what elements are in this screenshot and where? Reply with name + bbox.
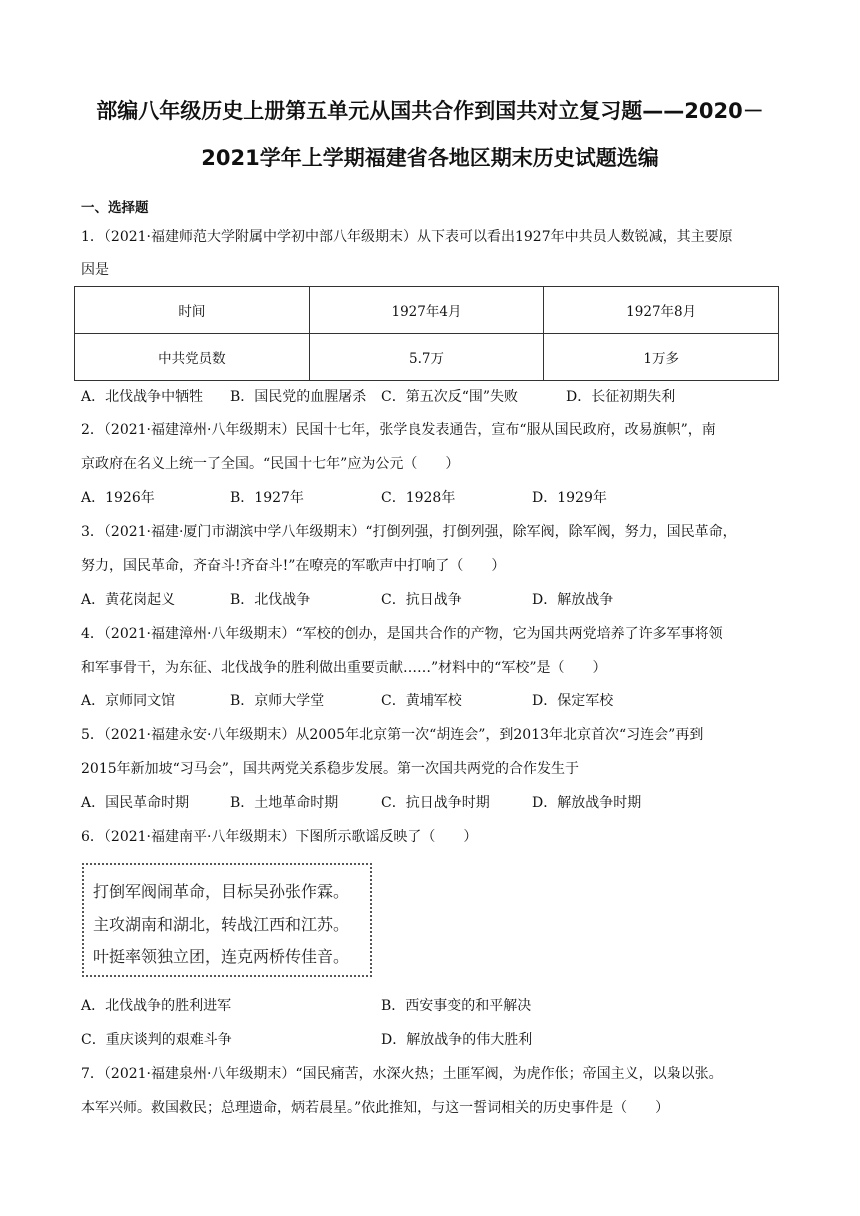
q4-stem-line-1: 4．（2021·福建漳州·八年级期末）“军校的创办，是国共合作的产物，它为国共两党培养了许多军事将领 (81, 626, 723, 642)
q1-option-b[interactable]: B．国民党的血腥屠杀 (230, 389, 367, 405)
q3-stem-line-2: 努力，国民革命，齐奋斗!齐奋斗!”在嘹亮的军歌声中打响了（ ） (81, 558, 506, 574)
q3-stem-line-1: 3．（2021·福建·厦门市湖滨中学八年级期末）“打倒列强，打倒列强，除军阀，除军阀，努力，国民革命， (81, 524, 737, 540)
q6-option-d[interactable]: D．解放战争的伟大胜利 (381, 1032, 533, 1048)
section-heading: 一、选择题 (81, 200, 149, 216)
song-line: 打倒军阀闹革命，目标吴孙张作霖。 (93, 882, 350, 901)
q1-option-c[interactable]: C．第五次反“围”失败 (381, 389, 519, 405)
q7-stem-line-2: 本军兴师。救国救民；总理遗命，炳若晨星。”依此推知，与这一誓词相关的历史事件是（ ） (81, 1100, 670, 1116)
q2-option-c[interactable]: C．1928年 (381, 490, 456, 506)
table-cell: 5.7万 (309, 334, 544, 381)
q2-stem-line-1: 2．（2021·福建漳州·八年级期末）民国十七年，张学良发表通告，宣布“服从国民政府，改易旗帜”，南 (81, 422, 716, 438)
q6-stem-line-1: 6．（2021·福建南平·八年级期末）下图所示歌谣反映了（ ） (81, 829, 478, 845)
q4-stem-line-2: 和军事骨干，为东征、北伐战争的胜利做出重要贡献……”材料中的“军校”是（ ） (81, 660, 607, 676)
table-cell: 中共党员数 (75, 334, 310, 381)
song-line: 主攻湖南和湖北，转战江西和江苏。 (93, 915, 350, 934)
q6-option-b[interactable]: B．西安事变的和平解决 (381, 998, 532, 1014)
title-line-1: 部编八年级历史上册第五单元从国共合作到国共对立复习题——2020－ (96, 99, 764, 123)
q3-option-a[interactable]: A．黄花岗起义 (81, 592, 176, 608)
q4-option-d[interactable]: D．保定军校 (532, 693, 614, 709)
table-row (75, 287, 779, 334)
table-header-cell: 1927年4月 (309, 287, 544, 334)
q6-song-image (82, 863, 372, 977)
q5-option-d[interactable]: D．解放战争时期 (532, 795, 642, 811)
q5-stem-line-1: 5．（2021·福建永安·八年级期末）从2005年北京第一次“胡连会”，到2013年北京首次“习连会”再到 (81, 727, 704, 743)
q2-option-d[interactable]: D．1929年 (532, 490, 607, 506)
q5-option-c[interactable]: C．抗日战争时期 (381, 795, 490, 811)
page-title (60, 88, 800, 182)
q2-stem-line-2: 京政府在名义上统一了全国。“民国十七年”应为公元（ ） (81, 456, 460, 472)
q1-option-d[interactable]: D．长征初期失利 (566, 389, 676, 405)
title-line-2: 2021学年上学期福建省各地区期末历史试题选编 (201, 146, 659, 170)
q3-option-d[interactable]: D．解放战争 (532, 592, 614, 608)
q1-table (74, 286, 779, 381)
q3-option-b[interactable]: B．北伐战争 (230, 592, 311, 608)
q2-option-b[interactable]: B．1927年 (230, 490, 304, 506)
table-header-cell: 1927年8月 (544, 287, 779, 334)
q1-stem-line-2: 因是 (81, 262, 109, 278)
q5-option-b[interactable]: B．土地革命时期 (230, 795, 339, 811)
q4-option-c[interactable]: C．黄埔军校 (381, 693, 462, 709)
q1-option-a[interactable]: A．北伐战争中牺牲 (81, 389, 204, 405)
q1-stem-line-1: 1．（2021·福建师范大学附属中学初中部八年级期末）从下表可以看出1927年中共员人数锐减，其主要原 (81, 229, 733, 245)
song-line: 叶挺率领独立团，连克两桥传佳音。 (93, 947, 350, 966)
q6-option-c[interactable]: C．重庆谈判的艰难斗争 (81, 1032, 232, 1048)
q2-option-a[interactable]: A．1926年 (81, 490, 155, 506)
table-row (75, 334, 779, 381)
table-cell: 1万多 (544, 334, 779, 381)
q7-stem-line-1: 7．（2021·福建泉州·八年级期末）“国民痛苦，水深火热；土匪军阀，为虎作伥；帝国主义，以枭以张。 (81, 1066, 723, 1082)
q4-option-a[interactable]: A．京师同文馆 (81, 693, 176, 709)
q5-option-a[interactable]: A．国民革命时期 (81, 795, 190, 811)
q6-option-a[interactable]: A．北伐战争的胜利进军 (81, 998, 232, 1014)
q4-option-b[interactable]: B．京师大学堂 (230, 693, 325, 709)
q5-stem-line-2: 2015年新加坡“习马会”，国共两党关系稳步发展。第一次国共两党的合作发生于 (81, 761, 579, 777)
q3-option-c[interactable]: C．抗日战争 (381, 592, 462, 608)
table-header-cell: 时间 (75, 287, 310, 334)
